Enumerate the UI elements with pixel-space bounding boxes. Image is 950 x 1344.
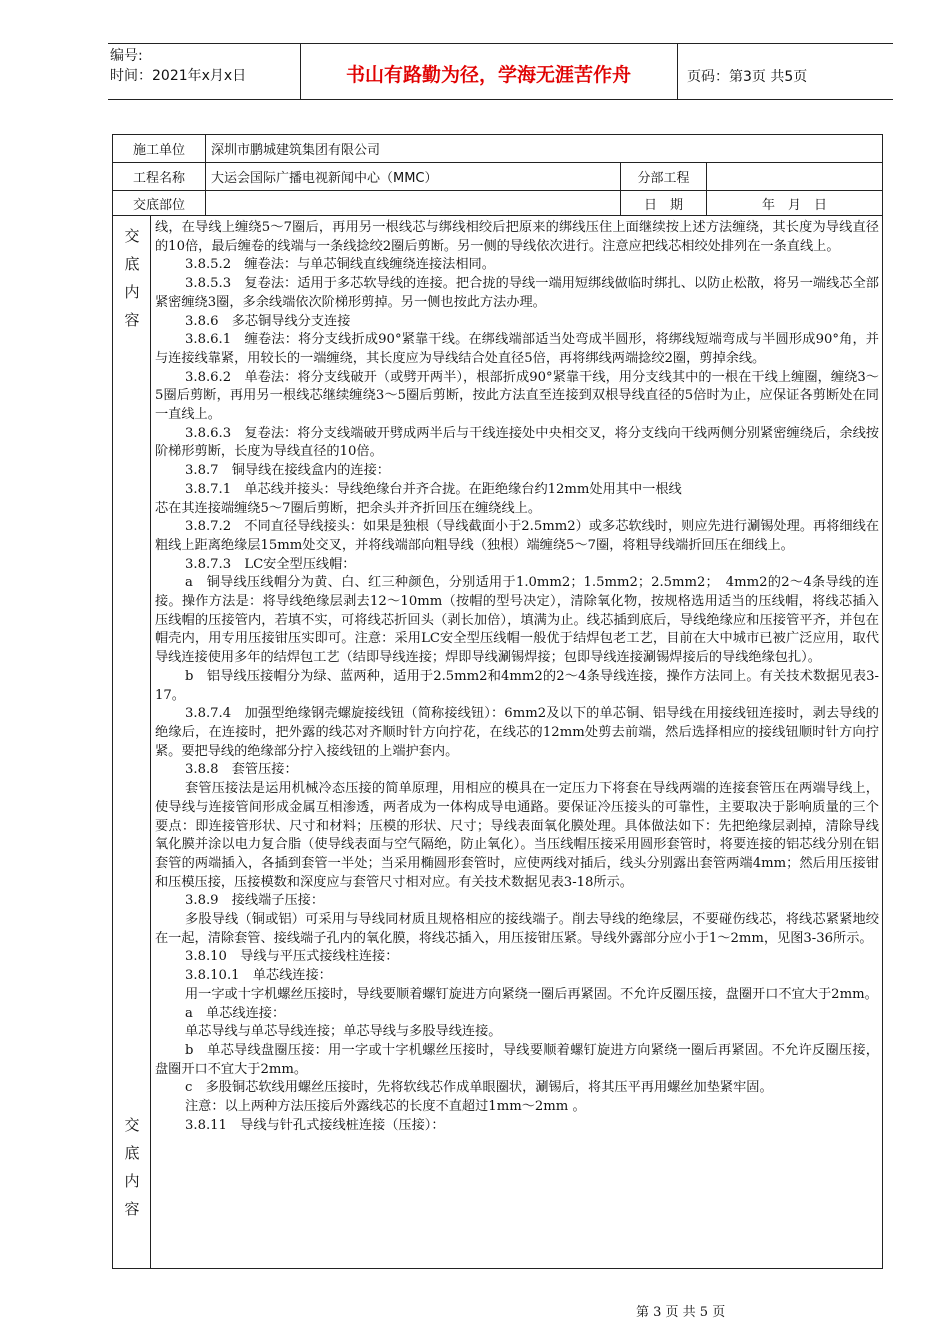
disclosure-part-label: 交底部位 (113, 191, 206, 215)
content-paragraph: 3.8.6.3 复卷法：将分支线端破开劈成两半后与干线连接处中央相交叉，将分支线向干线两侧分别紧密缠绕后，余线按阶梯形剪断，长度为导线直径的10倍。 (155, 425, 879, 460)
content-paragraph: 3.8.8 套管压接： (185, 762, 298, 778)
disclosure-table (112, 134, 883, 1269)
header-top-rule (108, 43, 893, 44)
label-char: 底 (124, 255, 140, 273)
date-value: 年 月 日 (761, 197, 827, 213)
content-paragraph: 3.8.11 导线与针孔式接线桩连接（压接）： (185, 1117, 445, 1133)
label-char: 容 (124, 311, 140, 329)
content-paragraph: 3.8.10 导线与平压式接线柱连接： (185, 949, 399, 965)
content-paragraph: 用一字或十字机螺丝压接时，导线要顺着螺钉旋进方向紧绕一圈后再紧固。不允许反圈压接，盘圈开口不宜大于2mm。 (185, 986, 878, 1002)
label-char: 底 (124, 1144, 140, 1162)
content-label-bottom (113, 1111, 151, 1223)
header-bottom-rule (108, 99, 893, 100)
content-paragraph: 3.8.7.2 不同直径导线接头：如果是独根（导线截面小于2.5mm2）或多芯软线时，则应先进行涮锡处理。再将细线在粗线上距离绝缘层15mm处交叉，并将线端部向粗导线（独根）端缠绕5～7圈，将粗导线端折回压在细线上。 (155, 519, 879, 553)
disclosure-part-value (206, 191, 621, 215)
disclosure-content (155, 219, 879, 1135)
header-divider-right (677, 43, 678, 99)
content-paragraph: b 单芯导线盘圈压接：用一字或十字机螺丝压接时，导线要顺着螺钉旋进方向紧绕一圈后再紧固。不允许反圈压接，盘圈开口不宜大于2mm。 (155, 1042, 879, 1077)
content-paragraph: b 铝导线压接帽分为绿、蓝两种，适用于2.5mm2和4mm2的2～4条导线连接，操作方法同上。有关技术数据见表3-17。 (155, 668, 879, 703)
content-paragraph: 单芯导线与单芯导线连接；单芯导线与多股导线连接。 (185, 1024, 502, 1040)
project-name-label: 工程名称 (113, 163, 206, 190)
content-paragraph: 芯在其连接端缠绕5～7圈后剪断，把余头并齐折回压在缠绕线上。 (155, 500, 542, 516)
construction-unit-label: 施工单位 (113, 135, 206, 162)
project-name-value: 大运会国际广播电视新闻中心（MMC） (211, 171, 438, 186)
footer-page-number: 第 3 页 共 5 页 (636, 1305, 726, 1320)
label-char: 内 (124, 1172, 140, 1190)
content-paragraph: 3.8.6.1 缠卷法：将分支线折成90°紧靠干线。在绑线端部适当处弯成半圆形，将绑线短端弯成与半圆形成90°角，并与连接线靠紧，用较长的一端缠绕，其长度应为导线结合处直径5倍，再将绑线两端捻绞2圈，剪掉余线。 (155, 332, 879, 366)
content-paragraph: 3.8.7.3 LC安全型压线帽： (185, 556, 356, 572)
content-paragraph: 3.8.9 接线端子压接： (185, 893, 325, 909)
content-label-column (113, 216, 151, 1268)
content-paragraph: 3.8.5.3 复卷法：适用于多芯软导线的连接。把合拢的导线一端用短绑线做临时绑扎、以防止松散，将另一端线芯全部紧密缠绕3圈，多余线端依次阶梯形剪掉。另一侧也按此方法办理。 (155, 276, 879, 310)
row-project-name (113, 163, 882, 191)
row-disclosure-part (113, 191, 882, 216)
sub-project-label: 分部工程 (621, 163, 707, 190)
project-name-value-cell (206, 163, 621, 190)
label-char: 交 (124, 1116, 140, 1134)
content-paragraph: 线，在导线上缠绕5～7圈后，再用另一根线芯与绑线相绞后把原来的绑线压住上面继续按上述方法缠绕，其长度为导线直径的10倍，最后缠卷的线端与一条线捻绞2圈后剪断。另一侧的导线依次进行。注意应把线芯相绞处排列在一条直线上。 (155, 220, 879, 254)
header-meta (110, 46, 246, 86)
row-construction-unit (113, 135, 882, 163)
content-paragraph: 3.8.5.2 缠卷法：与单芯铜线直线缠绕连接法相同。 (185, 257, 495, 273)
content-paragraph: 3.8.10.1 单芯线连接： (185, 968, 332, 984)
label-char: 容 (124, 1200, 140, 1218)
time-label: 时间：2021年x月x日 (110, 68, 247, 84)
header-page-info: 页码：第3页 共5页 (687, 69, 808, 85)
content-paragraph: c 多股铜芯软线用螺丝压接时，先将软线芯作成单眼圈状，涮锡后，将其压平再用螺丝加垫紧牢固。 (185, 1080, 773, 1096)
content-paragraph: 3.8.6 多芯铜导线分支连接 (185, 313, 351, 329)
label-char: 交 (124, 227, 140, 245)
construction-unit-value-cell (206, 135, 882, 162)
sub-project-value (707, 163, 882, 190)
content-paragraph: 3.8.7.1 单芯线并接头：导线绝缘台并齐合拢。在距绝缘台约12mm处用其中一根线 (185, 481, 682, 497)
date-label: 日 期 (621, 191, 707, 215)
content-paragraph: 3.8.7 铜导线在接线盒内的连接： (185, 463, 390, 479)
content-paragraph: 3.8.6.2 单卷法：将分支线破开（或劈开两半），根部折成90°紧靠干线，用分支线其中的一根在干线上缠圈，缠绕3～5圈后剪断，再用另一根线芯继续缠绕3～5圈后剪断，按此方法直至连接到双根导线直径的5倍时为止，应保证各剪断处在同一直线上。 (155, 369, 879, 423)
content-paragraph: 套管压接法是运用机械冷态压接的简单原理，用相应的模具在一定压力下将套在导线两端的连接套管压在两端导线上，使导线与连接管间形成金属互相渗透，两者成为一体构成导电通路。要保证冷压接头的可靠性，主要取决于影响质量的三个要点：即连接管形状、尺寸和材料；压模的形状、尺寸；导线表面氧化膜处理。具体做法如下：先把绝缘层剥掉，清除导线氧化膜并涂以电力复合脂（使导线表面与空气隔绝，防止氧化）。当压线帽压接采用圆形套管时，将要连接的铝芯线分别在铝套管的两端插入，各插到套管一半处；当采用椭圆形套管时，应使两线对插后，线头分别露出套管两端4mm；然后用压接钳和压模压接，压接模数和深度应与套管尺寸相对应。有关技术数据见表3-18所示。 (155, 781, 879, 890)
content-paragraph: 多股导线（铜或铝）可采用与导线同材质且规格相应的接线端子。削去导线的绝缘层，不要碰伤线芯，将线芯紧紧地绞在一起，清除套管、接线端子孔内的氧化膜，将线芯插入，用压接钳压紧。导线外露部分应小于1～2mm，见图3-36所示。 (155, 912, 879, 946)
content-paragraph: a 铜导线压线帽分为黄、白、红三种颜色，分别适用于1.0mm2；1.5mm2；2.5mm2； 4mm2的2～4条导线的连接。操作方法是：将导线绝缘层剥去12～10mm（按帽的型号决定），清除氧化物，按规格选用适当的压线帽，将线芯插入压线帽的压接管内，若填不实，可将线芯折回头（剥长加倍），填满为止。线芯插到底后，导线绝缘应和压接管平齐，并包在帽壳内，用专用压接钳压实即可。注意：采用LC安全型压线帽一般优于结焊包老工艺，目前在大中城市已被广泛应用，取代导线连接使用多年的结焊包工艺（结即导线连接；焊即导线涮锡焊接；包即导线连接涮锡焊接后的导线绝缘包扎）。 (155, 575, 879, 666)
content-label-top (113, 222, 151, 334)
content-paragraph: 3.8.7.4 加强型绝缘钢壳螺旋接线钮（简称接线钮）：6mm2及以下的单芯铜、铝导线在用接线钮连接时，剥去导线的绝缘后，在连接时，把外露的线芯对齐顺时针方向拧花，在线芯的12mm处剪去前端，然后选择相应的接线钮顺时针方向拧紧。要把导线的绝缘部分拧入接线钮的上端护套内。 (155, 706, 879, 759)
number-label: 编号: (110, 48, 143, 64)
construction-unit-value: 深圳市鹏城建筑集团有限公司 (211, 143, 381, 158)
content-paragraph: a 单芯线连接： (185, 1005, 286, 1021)
content-paragraph: 注意：以上两种方法压接后外露线芯的长度不直超过1mm～2mm 。 (185, 1099, 586, 1115)
label-char: 内 (124, 283, 140, 301)
header-motto: 书山有路勤为径，学海无涯苦作舟 (345, 64, 631, 86)
